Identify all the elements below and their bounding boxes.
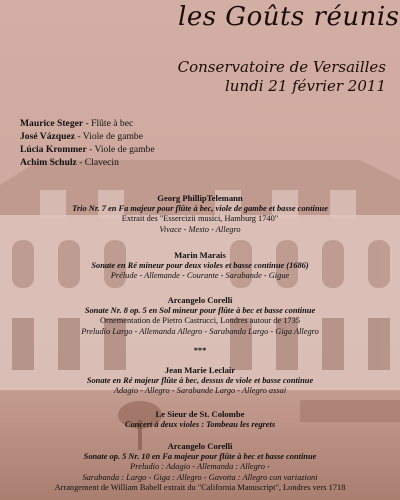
program-piece-leclair: [0, 365, 400, 397]
venue-name: Conservatoire de Versailles: [177, 58, 386, 76]
performer-instrument: - Viole de gambe: [74, 131, 143, 142]
performer-name: José Vázquez: [20, 131, 75, 142]
movements: Preludio : Adagio - Allemanda : Allegro -: [130, 462, 270, 471]
program-piece-corelli-10: [0, 441, 400, 494]
composer-name: Marin Marais: [174, 250, 226, 260]
work-title: Trio Nr. 7 en Fa majeur pour flûte à bec, viole de gambe et basse continue: [72, 203, 328, 213]
movements: Vivace - Mesto - Allegro: [159, 224, 241, 234]
work-title: Concert à deux violes : Tombeau les regrets: [124, 419, 276, 429]
performer-item: [20, 143, 155, 156]
performer-item: [20, 156, 155, 169]
ensemble-title: les Goûts réunis: [178, 2, 400, 32]
performers-list: [20, 117, 155, 169]
intermission-separator: [0, 346, 400, 357]
performer-instrument: - Clavecin: [76, 157, 119, 168]
composer-name: Arcangelo Corelli: [167, 295, 233, 305]
performer-name: Lúcia Krommer: [20, 144, 87, 155]
program-piece-telemann: [0, 193, 400, 235]
work-source: Extrait des "Essercizii musici, Hamburg 1740": [121, 214, 279, 223]
performer-instrument: - Flûte à bec: [83, 118, 134, 129]
work-source: Arrangement de William Babell extrait du "California Manuscript", Londres vers 1718: [54, 483, 346, 492]
performer-instrument: - Viole de gambe: [86, 144, 155, 155]
work-title: Sonate Nr. 8 op. 5 en Sol mineur pour flûte à bec et basse continue: [84, 305, 316, 315]
movements: Adagio - Allegro - Sarabande Largo - Allegro assai: [113, 386, 287, 395]
work-title: Sonate en Ré mineur pour deux violes et basse continue (1686): [91, 260, 309, 270]
concert-date: lundi 21 février 2011: [224, 77, 386, 95]
program-piece-st-colombe: [0, 409, 400, 430]
composer-name: Jean Marie Leclair: [164, 365, 236, 375]
work-title: Sonate en Ré majeur flûte à bec, dessus de viole et basse continue: [86, 375, 314, 385]
venue-block: [178, 58, 386, 96]
movements: Sarabanda : Largo - Giga : Allegro - Gavotta : Allegro con variazioni: [82, 472, 318, 482]
performer-item: [20, 130, 155, 143]
program-piece-marais: [0, 250, 400, 282]
composer-name: Arcangelo Corelli: [167, 441, 233, 451]
performer-name: Maurice Steger: [20, 118, 84, 129]
performer-item: [20, 117, 155, 130]
movements: Prélude - Allemande - Courante - Sarabande - Gigue: [110, 271, 290, 280]
movements: Preludio Largo - Allemanda Allegro - Sarabanda Largo - Giga Allegro: [81, 326, 319, 336]
program-piece-corelli-8: [0, 295, 400, 337]
work-title: Sonate op. 5 Nr. 10 en Fa majeur pour flûte à bec et basse continue: [83, 451, 317, 461]
separator-stars: ***: [193, 346, 207, 355]
performer-name: Achim Schulz: [20, 157, 77, 168]
composer-name: Georg PhillipTelemann: [157, 193, 243, 203]
composer-name: Le Sieur de St. Colombe: [155, 409, 245, 419]
work-source: Ornementation de Pietro Castrucci, Londres autour de 1735: [99, 316, 300, 325]
